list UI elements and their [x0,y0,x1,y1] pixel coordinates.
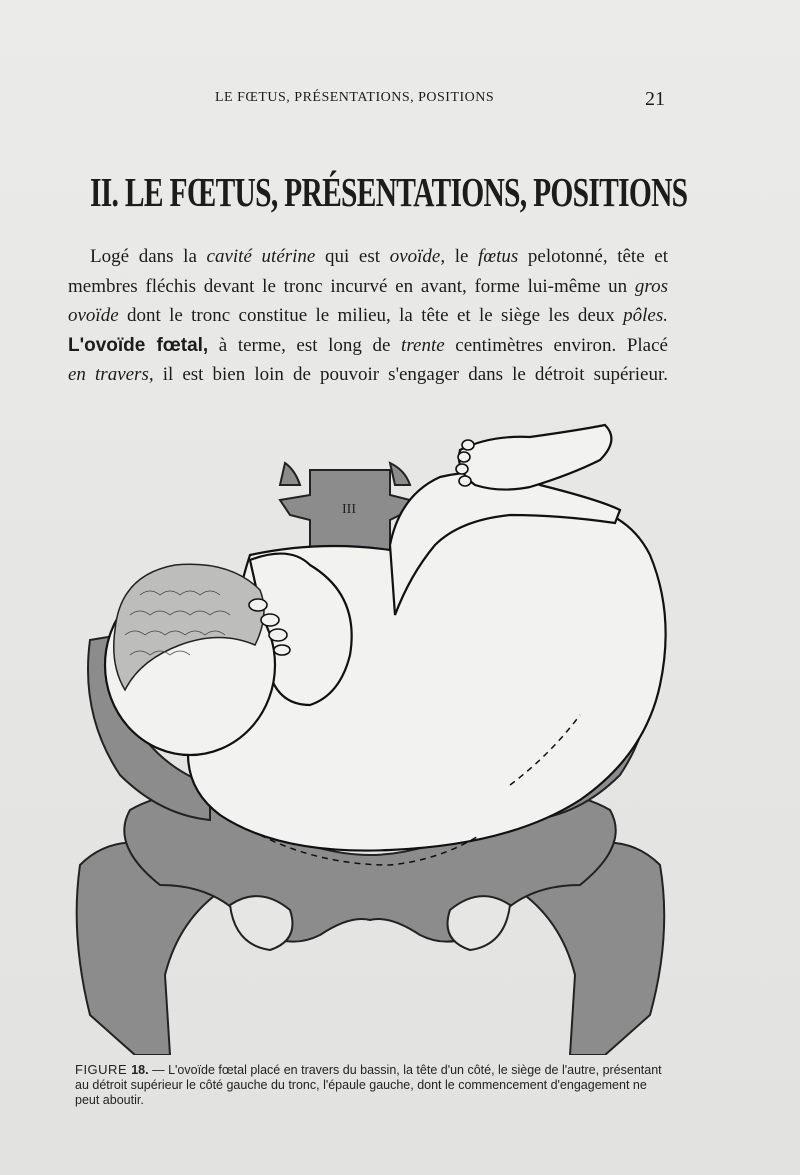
paragraph-line-5: en travers, il est bien loin de pouvoir s'engager dans le détroit supérieur. [68,364,669,385]
paragraph-line-3: ovoïde dont le tronc constitue le milieu, la tête et le siège les deux pôles. [68,305,668,326]
fetus-head [105,564,275,755]
figure-label: FIGURE [75,1062,132,1077]
body-paragraph [68,242,668,390]
page-number: 21 [645,88,665,110]
vertebra-label: III [342,502,356,517]
fetus-pelvis-illustration [60,415,680,1055]
chapter-title: II. LE FŒTUS, PRÉSENTATIONS, POSITIONS [90,169,688,215]
caption-text: — L'ovoïde fœtal placé en travers du bassin, la tête d'un côté, le siège de l'autre, présentant au détroit supérieur le côté gauche du tronc, l'épaule gauche, dont le commencement d'engagement ne peut aboutir. [75,1063,662,1107]
paragraph-line-4: L'ovoïde fœtal, à terme, est long de trente centimètres environ. Placé [68,334,668,356]
paragraph-line-1: Logé dans la cavité utérine qui est ovoïde, le fœtus pelotonné, tête et [90,246,669,267]
paragraph-line-2: membres fléchis devant le tronc incurvé en avant, forme lui-même un gros [68,275,668,297]
figure-caption [75,1062,670,1108]
running-head: LE FŒTUS, PRÉSENTATIONS, POSITIONS [215,90,495,105]
figure-number: 18. [131,1063,149,1077]
